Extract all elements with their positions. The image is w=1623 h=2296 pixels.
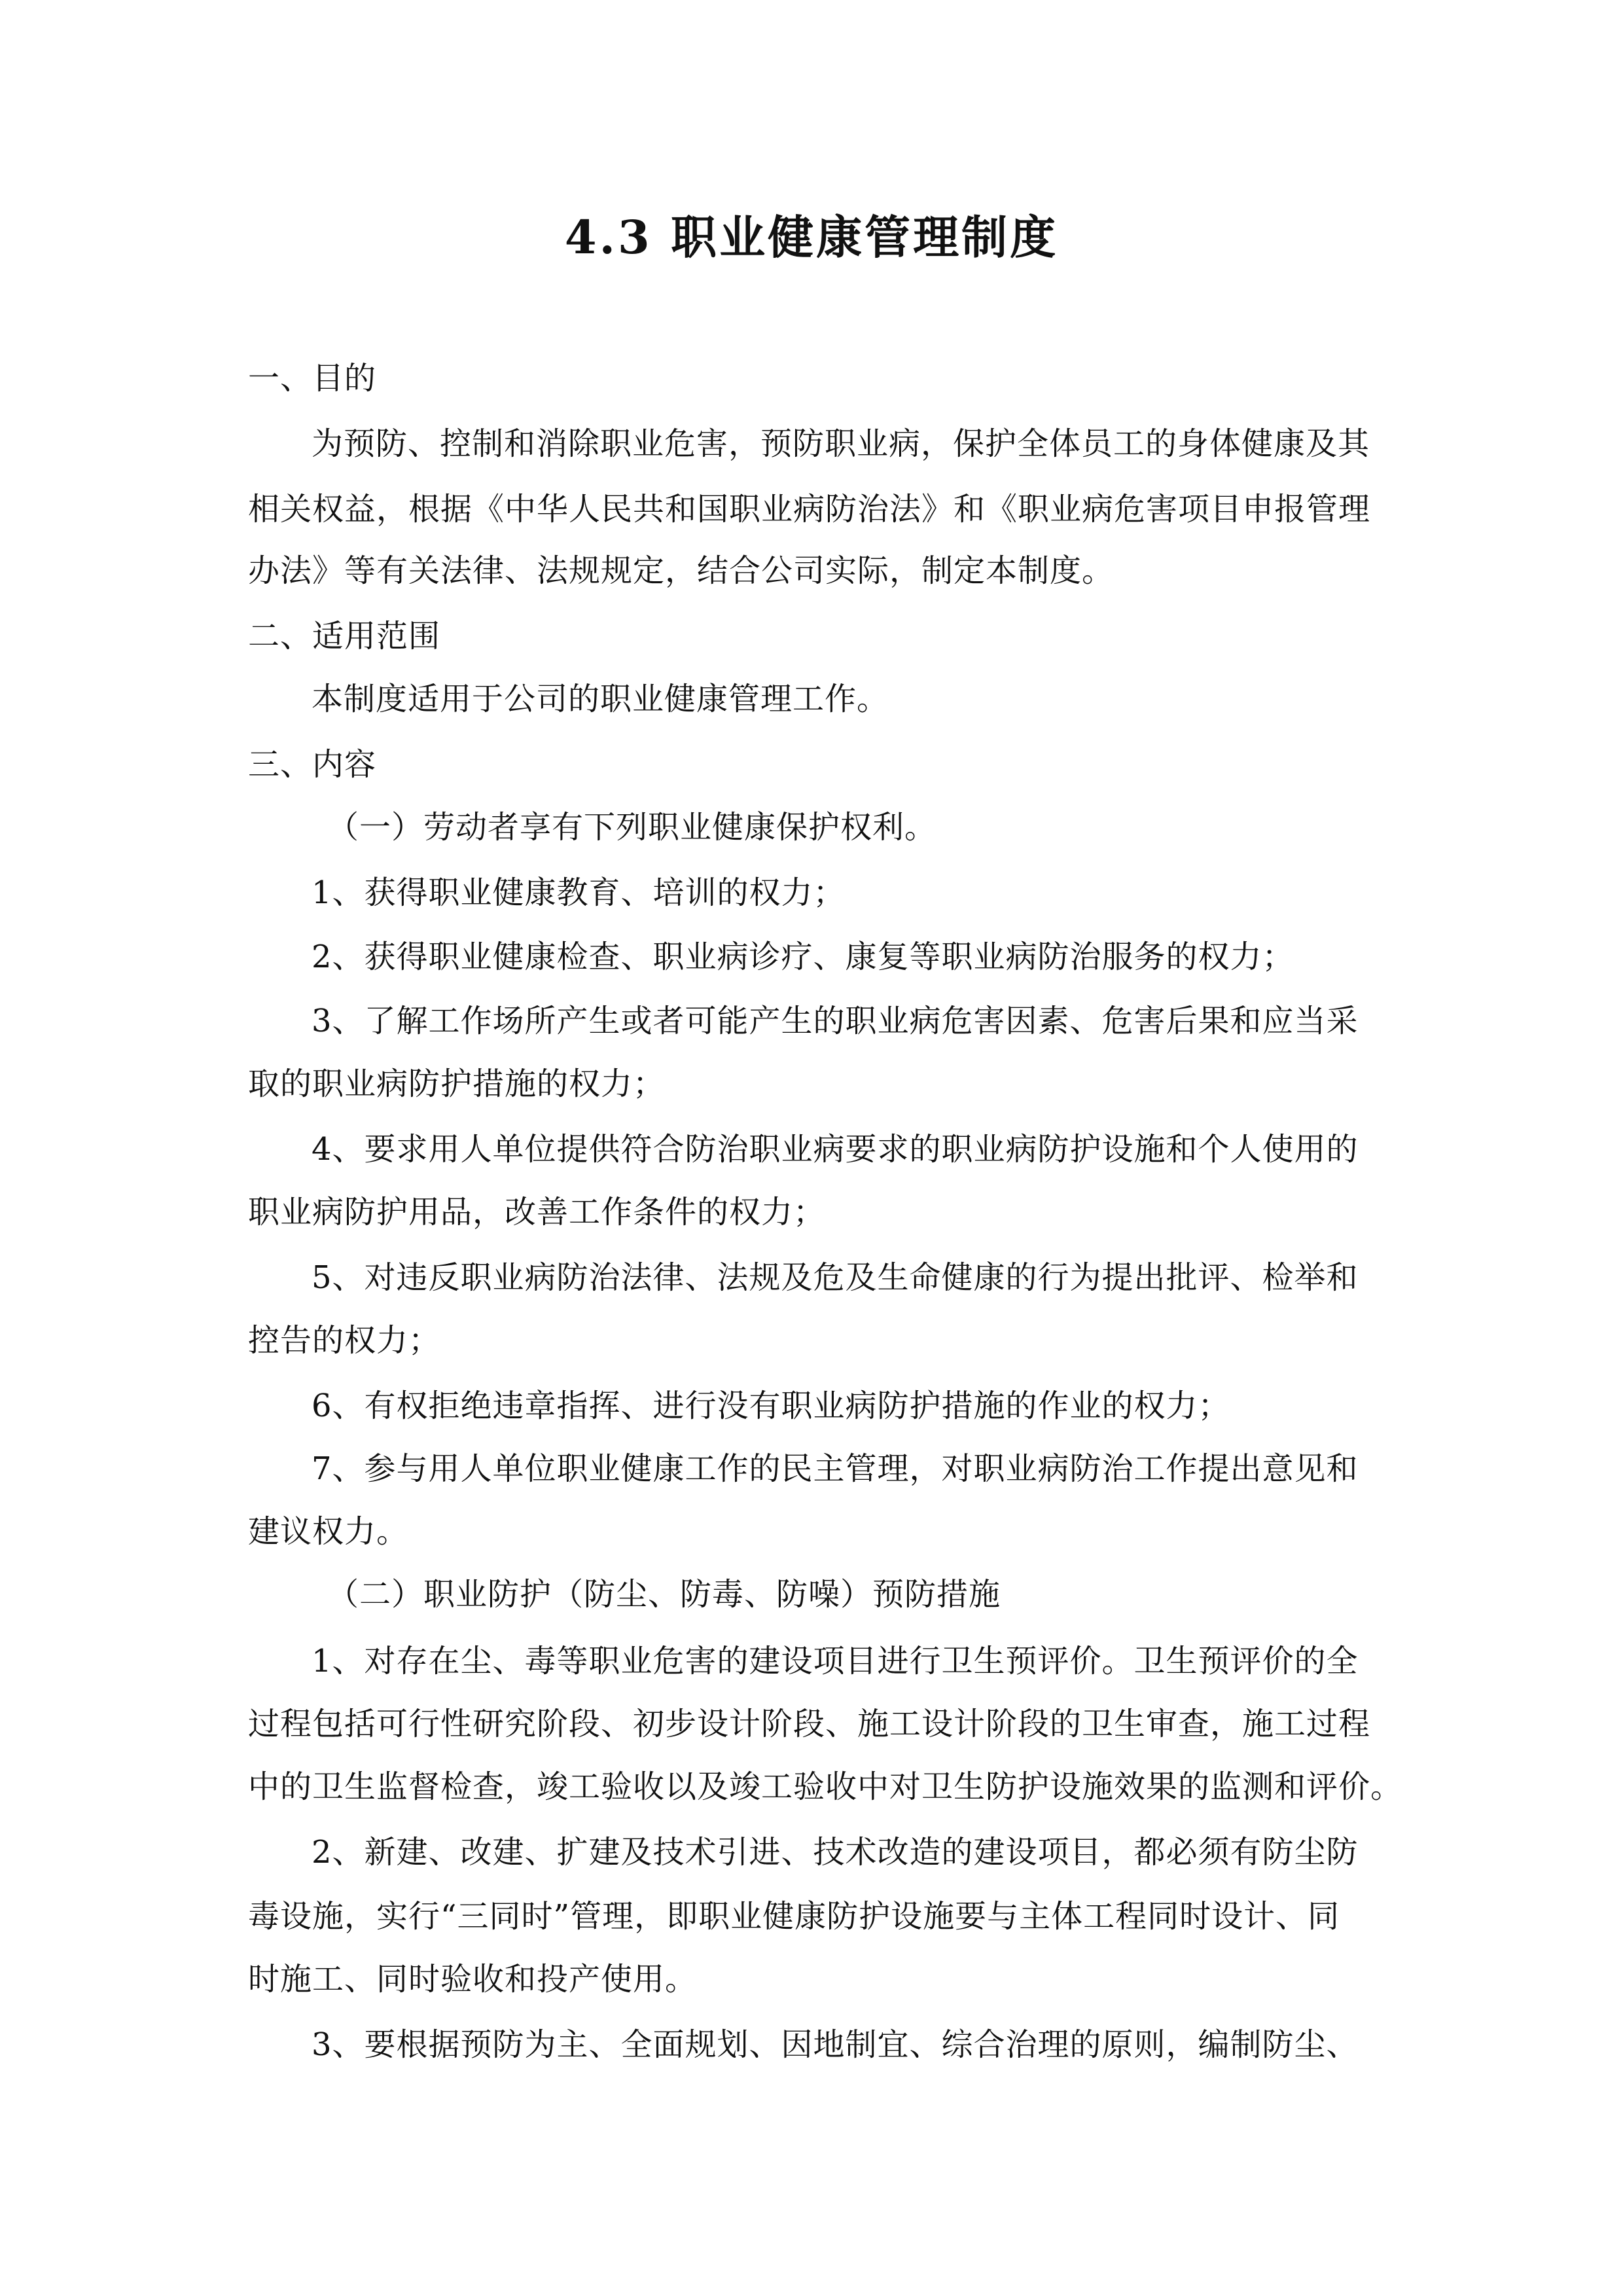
list-item-continuation: 取的职业病防护措施的权力； <box>248 1066 666 1102</box>
list-item-continuation: 过程包括可行性研究阶段、初步设计阶段、施工设计阶段的卫生审查，施工过程 <box>248 1706 1371 1742</box>
subsection-heading: （一）劳动者享有下列职业健康保护权利。 <box>327 809 937 846</box>
list-item: 3、了解工作场所产生或者可能产生的职业病危害因素、危害后果和应当采 <box>312 1003 1359 1039</box>
list-item: 2、新建、改建、扩建及技术引进、技术改造的建设项目，都必须有防尘防 <box>312 1834 1359 1871</box>
list-item-continuation: 建议权力。 <box>248 1513 409 1550</box>
subsection-heading: （二）职业防护（防尘、防毒、防噪）预防措施 <box>327 1576 1001 1613</box>
section-heading-content: 三、内容 <box>248 746 377 783</box>
paragraph-line: 为预防、控制和消除职业危害，预防职业病，保护全体员工的身体健康及其 <box>312 425 1370 462</box>
paragraph-line: 相关权益，根据《中华人民共和国职业病防治法》和《职业病危害项目申报管理 <box>248 491 1371 528</box>
list-item-continuation: 毒设施，实行“三同时”管理，即职业健康防护设施要与主体工程同时设计、同 <box>248 1898 1340 1935</box>
paragraph-line: 办法》等有关法律、法规规定，结合公司实际，制定本制度。 <box>248 552 1115 589</box>
list-item: 1、对存在尘、毒等职业危害的建设项目进行卫生预评价。卫生预评价的全 <box>312 1643 1359 1679</box>
list-item: 3、要根据预防为主、全面规划、因地制宜、综合治理的原则，编制防尘、 <box>312 2026 1359 2063</box>
section-heading-scope: 二、适用范围 <box>248 618 441 655</box>
section-heading-purpose: 一、目的 <box>248 360 377 397</box>
list-item: 5、对违反职业病防治法律、法规及危及生命健康的行为提出批评、检举和 <box>312 1259 1359 1296</box>
paragraph-line: 本制度适用于公司的职业健康管理工作。 <box>312 681 889 717</box>
list-item: 2、获得职业健康检查、职业病诊疗、康复等职业病防治服务的权力； <box>312 939 1294 975</box>
document-title: 4.3 职业健康管理制度 <box>564 210 1059 264</box>
list-item-continuation: 控告的权力； <box>248 1322 441 1359</box>
list-item: 4、要求用人单位提供符合防治职业病要求的职业病防护设施和个人使用的 <box>312 1131 1359 1168</box>
list-item: 7、参与用人单位职业健康工作的民主管理，对职业病防治工作提出意见和 <box>312 1450 1359 1487</box>
list-item-continuation: 中的卫生监督检查，竣工验收以及竣工验收中对卫生防护设施效果的监测和评价。 <box>248 1768 1403 1805</box>
list-item: 1、获得职业健康教育、培训的权力； <box>312 874 846 911</box>
list-item-continuation: 职业病防护用品，改善工作条件的权力； <box>248 1194 826 1230</box>
list-item: 6、有权拒绝违章指挥、进行没有职业病防护措施的作业的权力； <box>312 1388 1230 1424</box>
list-item-continuation: 时施工、同时验收和投产使用。 <box>248 1961 698 1998</box>
